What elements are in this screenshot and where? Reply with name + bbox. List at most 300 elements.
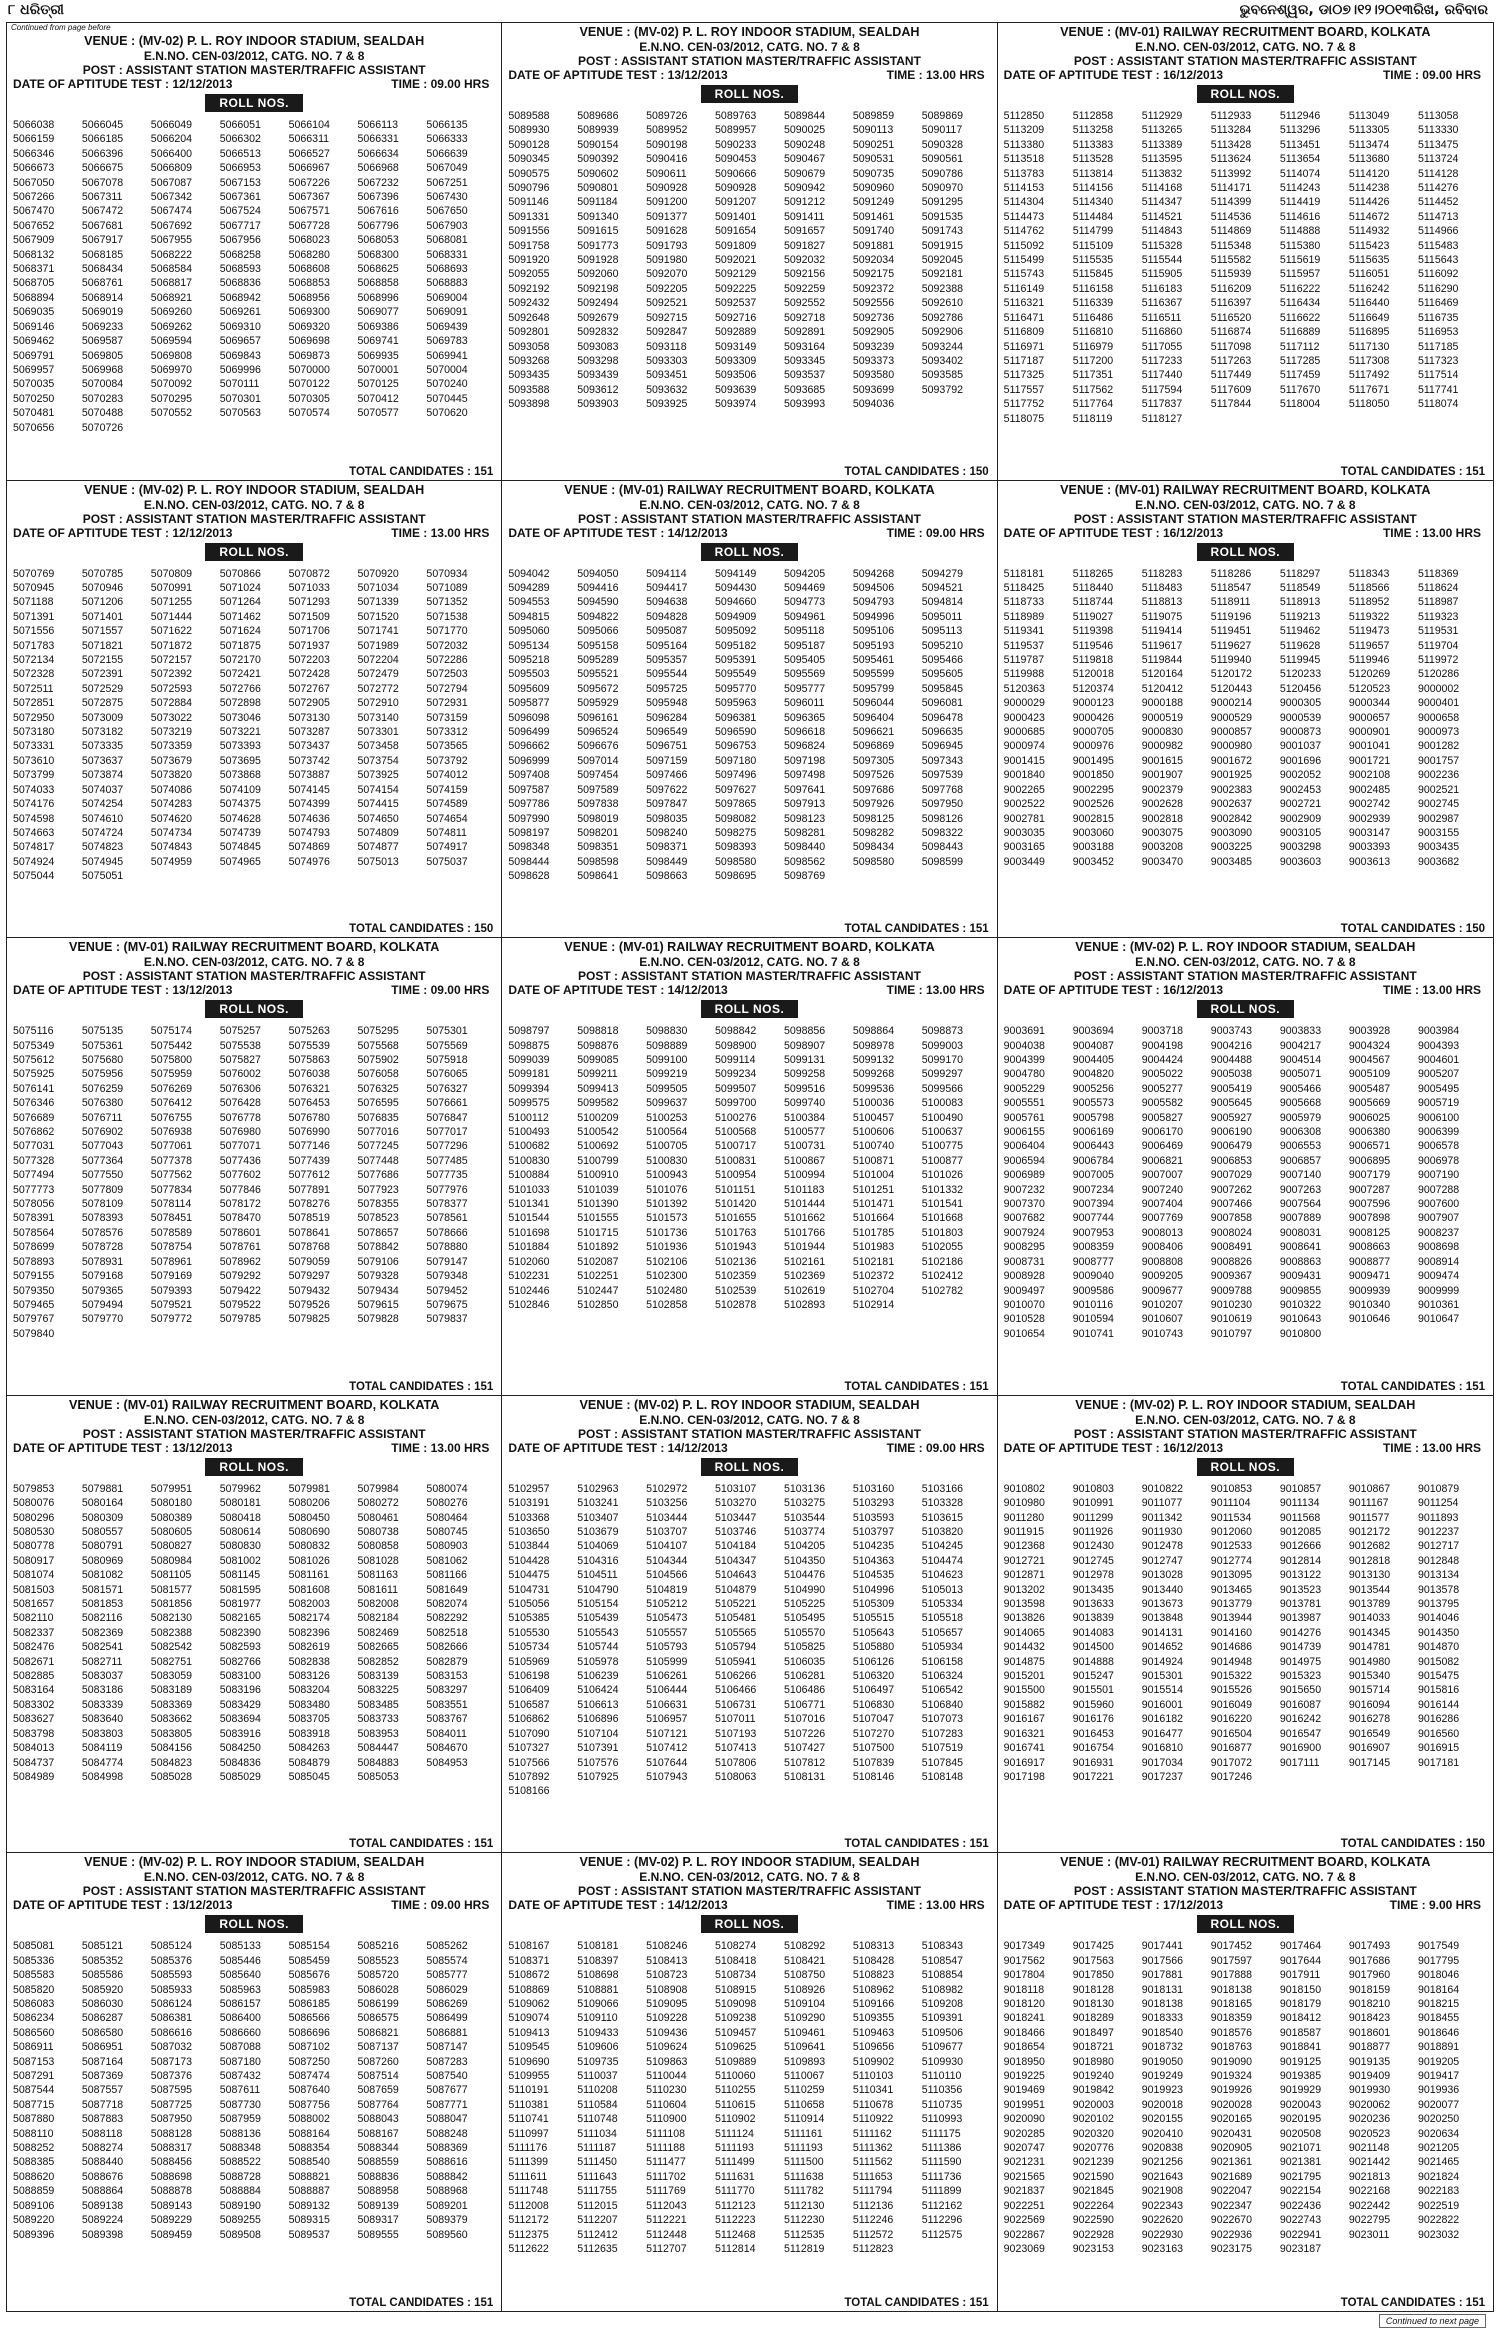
roll-number: 5089317 bbox=[357, 2214, 399, 2227]
roll-number: 5067955 bbox=[150, 234, 193, 247]
roll-number: 5066333 bbox=[426, 133, 468, 146]
roll-number: 5089143 bbox=[150, 2199, 193, 2212]
roll-number: 9017563 bbox=[1072, 1954, 1114, 1967]
roll-number: 5118119 bbox=[1072, 412, 1113, 425]
roll-number-grid bbox=[6, 22, 1494, 2312]
roll-number: 9013781 bbox=[1279, 1598, 1322, 1611]
roll-number: 5098875 bbox=[508, 1039, 550, 1052]
roll-number: 5098864 bbox=[852, 1025, 895, 1038]
roll-number: 5112172 bbox=[508, 2214, 549, 2227]
roll-number: 5078961 bbox=[150, 1255, 193, 1268]
roll-number: 5084823 bbox=[150, 1756, 193, 1769]
roll-number: 9016001 bbox=[1141, 1698, 1183, 1711]
roll-number: 5087514 bbox=[357, 2070, 399, 2083]
roll-number: 5093537 bbox=[783, 369, 826, 382]
roll-number: 5104344 bbox=[646, 1554, 688, 1567]
roll-number: 5079059 bbox=[288, 1255, 330, 1268]
roll-number: 9004038 bbox=[1003, 1039, 1045, 1052]
roll-number: 5076002 bbox=[219, 1068, 261, 1081]
roll-number: 5118989 bbox=[1003, 610, 1045, 623]
roll-number: 5073221 bbox=[219, 726, 261, 739]
roll-nos-label: ROLL NOS. bbox=[1197, 85, 1295, 103]
roll-number: 5076346 bbox=[13, 1097, 55, 1110]
roll-number: 5079494 bbox=[81, 1298, 124, 1311]
roll-number: 5070552 bbox=[150, 407, 193, 420]
roll-number: 9010594 bbox=[1072, 1313, 1114, 1326]
roll-number: 9014686 bbox=[1210, 1641, 1253, 1654]
post-title: POST : ASSISTANT STATION MASTER/TRAFFIC ASSISTANT bbox=[1073, 511, 1417, 526]
roll-number: 5110110 bbox=[921, 2070, 962, 2083]
roll-header bbox=[1004, 543, 1487, 561]
roll-number: 5070769 bbox=[13, 567, 55, 580]
roll-number: 9017804 bbox=[1003, 1969, 1045, 1982]
roll-number: 5074650 bbox=[357, 812, 399, 825]
roll-number: 5090928 bbox=[715, 182, 757, 195]
roll-number: 5067361 bbox=[219, 191, 261, 204]
roll-number: 5079297 bbox=[288, 1270, 330, 1283]
roll-number: 9007682 bbox=[1003, 1212, 1045, 1225]
roll-number: 9016549 bbox=[1348, 1727, 1391, 1740]
roll-number: 5113380 bbox=[1003, 138, 1045, 151]
roll-number: 5069300 bbox=[288, 306, 330, 319]
roll-number: 5093588 bbox=[508, 383, 550, 396]
roll-number: 5097014 bbox=[577, 754, 619, 767]
roll-number: 5098371 bbox=[646, 841, 688, 854]
roll-number: 9012172 bbox=[1348, 1526, 1391, 1539]
roll-number: 5086660 bbox=[219, 2026, 261, 2039]
roll-number: 9020285 bbox=[1003, 2127, 1045, 2140]
roll-number: 5074037 bbox=[81, 783, 124, 796]
roll-number: 5076141 bbox=[13, 1082, 55, 1095]
roll-number: 5087950 bbox=[150, 2113, 193, 2126]
roll-number: 5087102 bbox=[288, 2041, 330, 2054]
roll-number: 5103444 bbox=[646, 1511, 688, 1524]
test-date: DATE OF APTITUDE TEST : 14/12/2013 bbox=[508, 1898, 728, 1913]
roll-number: 9012871 bbox=[1003, 1569, 1045, 1582]
test-date-time-row bbox=[1004, 1441, 1487, 1455]
roll-number: 5098978 bbox=[852, 1039, 895, 1052]
roll-number: 5109690 bbox=[508, 2055, 550, 2068]
roll-number: 5070656 bbox=[13, 421, 55, 434]
roll-number: 5092891 bbox=[783, 326, 826, 339]
roll-number: 5082711 bbox=[81, 1655, 123, 1668]
roll-number: 5090970 bbox=[921, 182, 963, 195]
roll-number: 5108881 bbox=[577, 1983, 619, 1996]
post-title: POST : ASSISTANT STATION MASTER/TRAFFIC ASSISTANT bbox=[1073, 1884, 1417, 1899]
roll-number: 9000539 bbox=[1279, 711, 1322, 724]
roll-number: 5117741 bbox=[1417, 383, 1459, 396]
roll-number: 5104107 bbox=[646, 1540, 688, 1553]
roll-number: 5105744 bbox=[577, 1641, 619, 1654]
exam-notice-number: E.N.NO. CEN-03/2012, CATG. NO. 7 & 8 bbox=[639, 1870, 860, 1885]
roll-number: 5071538 bbox=[426, 610, 468, 623]
roll-number: 5108734 bbox=[715, 1969, 757, 1982]
roll-number: 5090531 bbox=[852, 153, 895, 166]
roll-number: 5106830 bbox=[852, 1698, 895, 1711]
roll-number: 5077494 bbox=[13, 1169, 55, 1182]
roll-number: 5094773 bbox=[783, 596, 826, 609]
roll-number: 5077686 bbox=[357, 1169, 399, 1182]
roll-number: 9002628 bbox=[1141, 798, 1183, 811]
roll-number: 5086029 bbox=[426, 1983, 468, 1996]
roll-number: 5079981 bbox=[288, 1482, 330, 1495]
roll-number: 9007744 bbox=[1072, 1212, 1114, 1225]
roll-number: 9019240 bbox=[1072, 2070, 1114, 2083]
roll-number: 5118547 bbox=[1210, 582, 1252, 594]
roll-number: 5067956 bbox=[219, 234, 261, 247]
roll-number: 5111748 bbox=[508, 2185, 548, 2198]
roll-number: 5079785 bbox=[219, 1313, 261, 1326]
roll-number: 5072503 bbox=[426, 668, 468, 681]
roll-number: 5100493 bbox=[508, 1126, 550, 1139]
roll-number: 5069386 bbox=[357, 320, 399, 333]
roll-number: 9006469 bbox=[1141, 1140, 1183, 1153]
roll-number: 9020410 bbox=[1141, 2127, 1183, 2140]
roll-number: 5108292 bbox=[783, 1940, 826, 1953]
roll-number: 5087544 bbox=[13, 2084, 55, 2097]
venue-block bbox=[502, 1853, 997, 2311]
roll-number: 5115619 bbox=[1279, 254, 1321, 267]
roll-number: 5098322 bbox=[921, 826, 963, 839]
roll-number: 5116860 bbox=[1141, 326, 1183, 339]
roll-number: 5103650 bbox=[508, 1526, 550, 1539]
roll-number: 5117323 bbox=[1417, 354, 1459, 367]
roll-number: 9012848 bbox=[1417, 1554, 1460, 1567]
roll-number: 5072421 bbox=[219, 668, 261, 681]
roll-number: 5092259 bbox=[783, 282, 826, 295]
roll-number: 5082541 bbox=[81, 1641, 124, 1654]
roll-number: 5088522 bbox=[219, 2156, 261, 2169]
roll-number: 5104350 bbox=[783, 1554, 826, 1567]
roll-number: 5081163 bbox=[357, 1569, 398, 1582]
roll-number: 5107412 bbox=[646, 1742, 688, 1755]
test-time: TIME : 13.00 HRS bbox=[886, 983, 985, 998]
roll-number: 9000002 bbox=[1417, 682, 1460, 695]
roll-number: 5090666 bbox=[715, 167, 757, 180]
roll-number: 5078728 bbox=[81, 1241, 124, 1254]
roll-number: 5071937 bbox=[288, 639, 330, 652]
roll-number: 5084263 bbox=[288, 1742, 330, 1755]
roll-number: 5108823 bbox=[852, 1969, 895, 1982]
roll-number: 5067692 bbox=[150, 219, 193, 232]
roll-number: 5106261 bbox=[646, 1670, 688, 1683]
roll-number: 9005927 bbox=[1210, 1111, 1253, 1124]
roll-number: 5070574 bbox=[288, 407, 330, 420]
roll-number: 5070301 bbox=[219, 392, 261, 405]
roll-number: 5119657 bbox=[1348, 639, 1390, 652]
roll-number: 5102087 bbox=[577, 1255, 619, 1268]
roll-number: 5108421 bbox=[783, 1954, 826, 1967]
roll-number: 5112929 bbox=[1141, 110, 1183, 122]
roll-number: 9015526 bbox=[1210, 1684, 1253, 1697]
roll-number: 5119531 bbox=[1417, 625, 1459, 638]
roll-number: 5075263 bbox=[288, 1025, 330, 1038]
roll-number: 5092055 bbox=[508, 268, 550, 281]
roll-number: 5085586 bbox=[81, 1969, 124, 1982]
roll-number: 5092832 bbox=[577, 326, 619, 339]
roll-number: 5105439 bbox=[577, 1612, 619, 1625]
roll-number: 5113284 bbox=[1210, 124, 1252, 137]
roll-number: 5080969 bbox=[81, 1554, 124, 1567]
roll-number: 9007858 bbox=[1210, 1212, 1253, 1225]
roll-number: 5118549 bbox=[1279, 582, 1321, 594]
roll-number: 9017349 bbox=[1003, 1940, 1045, 1953]
roll-number: 5112814 bbox=[715, 2242, 756, 2255]
roll-number: 5076058 bbox=[357, 1068, 399, 1081]
roll-number: 5101555 bbox=[577, 1212, 619, 1225]
roll-number: 5083126 bbox=[288, 1670, 330, 1683]
roll-number: 9023163 bbox=[1141, 2242, 1183, 2255]
roll-number: 5096478 bbox=[921, 711, 963, 724]
roll-number: 9013795 bbox=[1417, 1598, 1460, 1611]
roll-number: 5094042 bbox=[508, 567, 550, 580]
roll-number: 5094660 bbox=[715, 596, 757, 609]
roll-number: 9017181 bbox=[1417, 1756, 1460, 1769]
roll-number: 5079106 bbox=[357, 1255, 399, 1268]
roll-number: 5083705 bbox=[288, 1713, 330, 1726]
roll-number: 9018150 bbox=[1279, 1983, 1322, 1996]
roll-number: 5102704 bbox=[852, 1284, 895, 1297]
roll-number: 5081026 bbox=[288, 1554, 330, 1567]
roll-number-list bbox=[1004, 1939, 1487, 2256]
roll-number: 5094036 bbox=[852, 398, 895, 411]
roll-number: 5088728 bbox=[219, 2170, 261, 2183]
roll-number: 5105481 bbox=[715, 1612, 757, 1625]
roll-number: 9014065 bbox=[1003, 1626, 1045, 1639]
roll-number: 5112635 bbox=[577, 2242, 618, 2255]
roll-number: 9011926 bbox=[1072, 1526, 1114, 1539]
roll-number: 5119537 bbox=[1003, 639, 1045, 652]
roll-number: 5089508 bbox=[219, 2228, 261, 2241]
roll-number: 5099268 bbox=[852, 1068, 895, 1081]
roll-number: 5083153 bbox=[426, 1670, 468, 1683]
roll-number: 9016321 bbox=[1003, 1727, 1045, 1740]
post-title: POST : ASSISTANT STATION MASTER/TRAFFIC ASSISTANT bbox=[82, 969, 426, 984]
roll-number: 5111176 bbox=[508, 2142, 548, 2155]
roll-number: 9008024 bbox=[1210, 1226, 1253, 1239]
roll-number: 5109955 bbox=[508, 2070, 550, 2083]
roll-number: 9010857 bbox=[1279, 1482, 1322, 1495]
roll-number: 5112858 bbox=[1072, 110, 1114, 122]
test-date-time-row bbox=[508, 526, 990, 540]
roll-number: 5100731 bbox=[783, 1140, 826, 1153]
roll-number: 5092192 bbox=[508, 282, 550, 295]
roll-number: 9010879 bbox=[1417, 1482, 1460, 1495]
roll-number: 5066346 bbox=[13, 147, 55, 160]
roll-number: 9016907 bbox=[1348, 1742, 1391, 1755]
roll-number: 9004424 bbox=[1141, 1054, 1183, 1066]
roll-number: 5077245 bbox=[357, 1140, 399, 1153]
roll-number: 9011280 bbox=[1003, 1511, 1045, 1524]
roll-number: 9009855 bbox=[1279, 1284, 1322, 1297]
roll-number: 5067367 bbox=[288, 191, 330, 204]
roll-number: 5067652 bbox=[13, 219, 55, 232]
roll-number: 5072391 bbox=[81, 668, 124, 681]
roll-number: 5105334 bbox=[921, 1598, 963, 1611]
roll-number: 5099132 bbox=[852, 1054, 895, 1066]
roll-number: 5071741 bbox=[357, 625, 399, 638]
roll-number: 5088043 bbox=[357, 2113, 399, 2126]
roll-number: 9004601 bbox=[1417, 1054, 1460, 1066]
roll-number: 5114128 bbox=[1417, 167, 1459, 180]
roll-number: 9003188 bbox=[1072, 841, 1114, 854]
roll-number: 5081503 bbox=[13, 1583, 55, 1596]
roll-number: 5069783 bbox=[426, 335, 468, 348]
roll-number: 5072529 bbox=[81, 682, 124, 695]
roll-number: 5107193 bbox=[715, 1727, 757, 1740]
roll-number: 5100994 bbox=[783, 1169, 826, 1182]
roll-number: 5113992 bbox=[1210, 167, 1252, 180]
roll-number: 5080181 bbox=[219, 1497, 261, 1510]
roll-number: 9002818 bbox=[1141, 812, 1183, 825]
post-title: POST : ASSISTANT STATION MASTER/TRAFFIC ASSISTANT bbox=[82, 1426, 426, 1441]
roll-number: 5084250 bbox=[219, 1742, 261, 1755]
roll-number: 9006578 bbox=[1417, 1140, 1460, 1153]
roll-number: 5117844 bbox=[1210, 398, 1252, 411]
roll-number: 5110037 bbox=[577, 2070, 618, 2083]
roll-number: 5095405 bbox=[783, 654, 826, 667]
roll-number: 5076412 bbox=[150, 1097, 193, 1110]
roll-number: 5085336 bbox=[13, 1954, 55, 1967]
roll-number: 9014500 bbox=[1072, 1641, 1114, 1654]
roll-number: 5116367 bbox=[1141, 297, 1183, 310]
roll-number: 5085121 bbox=[81, 1940, 124, 1953]
roll-number: 5118913 bbox=[1279, 596, 1321, 609]
roll-number: 5083186 bbox=[81, 1684, 124, 1697]
roll-number: 5070866 bbox=[219, 567, 261, 580]
roll-number: 5110060 bbox=[715, 2070, 756, 2083]
roll-number: 5115380 bbox=[1279, 239, 1321, 252]
roll-number: 5098393 bbox=[715, 841, 757, 854]
roll-number: 5103774 bbox=[783, 1526, 826, 1539]
roll-number: 5116242 bbox=[1348, 282, 1390, 295]
roll-number: 5094289 bbox=[508, 582, 550, 594]
roll-number: 5098444 bbox=[508, 855, 550, 868]
venue-title: VENUE : (MV-01) RAILWAY RECRUITMENT BOARD, KOLKATA bbox=[1060, 482, 1431, 497]
roll-number: 9021908 bbox=[1141, 2185, 1183, 2198]
roll-number: 5087173 bbox=[150, 2055, 193, 2068]
roll-number: 5067903 bbox=[426, 219, 468, 232]
roll-number: 5081002 bbox=[219, 1554, 261, 1567]
roll-number: 5106613 bbox=[577, 1698, 619, 1711]
roll-number: 5076689 bbox=[13, 1111, 55, 1124]
roll-number: 5105557 bbox=[646, 1626, 688, 1639]
roll-number: 5105495 bbox=[783, 1612, 826, 1625]
roll-number: 5107391 bbox=[577, 1742, 619, 1755]
post-title: POST : ASSISTANT STATION MASTER/TRAFFIC ASSISTANT bbox=[1073, 969, 1417, 984]
roll-nos-label: ROLL NOS. bbox=[701, 1000, 799, 1018]
test-date: DATE OF APTITUDE TEST : 12/12/2013 bbox=[13, 525, 233, 540]
roll-number: 5076711 bbox=[81, 1111, 123, 1124]
roll-number: 5093239 bbox=[852, 340, 895, 353]
roll-number: 5079147 bbox=[426, 1255, 468, 1268]
roll-number: 5116290 bbox=[1417, 282, 1459, 295]
roll-number: 5083640 bbox=[81, 1713, 124, 1726]
roll-number: 9010822 bbox=[1141, 1482, 1183, 1495]
roll-number: 9016278 bbox=[1348, 1713, 1391, 1726]
roll-number: 5116649 bbox=[1348, 311, 1390, 324]
roll-number: 9008663 bbox=[1348, 1241, 1391, 1254]
roll-number: 5072875 bbox=[81, 697, 124, 710]
roll-number: 5068300 bbox=[357, 248, 399, 261]
roll-number: 5083918 bbox=[288, 1727, 330, 1740]
roll-number: 5066049 bbox=[150, 119, 193, 131]
roll-number: 5081161 bbox=[288, 1569, 330, 1582]
venue-title: VENUE : (MV-02) P. L. ROY INDOOR STADIUM, SEALDAH bbox=[84, 1855, 425, 1870]
roll-number: 5109461 bbox=[783, 2026, 826, 2039]
roll-number: 5083429 bbox=[219, 1698, 261, 1711]
roll-number: 5086580 bbox=[81, 2026, 124, 2039]
roll-number: 5079465 bbox=[13, 1298, 55, 1311]
roll-number: 9000974 bbox=[1003, 740, 1045, 753]
roll-number: 5073359 bbox=[150, 740, 193, 753]
roll-number: 5081657 bbox=[13, 1598, 55, 1611]
roll-number: 5074399 bbox=[288, 798, 330, 811]
roll-number: 9017795 bbox=[1417, 1954, 1460, 1967]
roll-number: 5086030 bbox=[81, 1998, 124, 2011]
venue-title: VENUE : (MV-02) P. L. ROY INDOOR STADIUM, SEALDAH bbox=[84, 482, 425, 497]
roll-number: 5111499 bbox=[715, 2156, 755, 2169]
roll-number: 5119988 bbox=[1003, 668, 1045, 681]
roll-number: 5099516 bbox=[783, 1082, 826, 1095]
roll-number: 5071821 bbox=[81, 639, 124, 652]
roll-number: 5107047 bbox=[852, 1713, 895, 1726]
roll-number: 5069262 bbox=[150, 320, 193, 333]
roll-number: 5086616 bbox=[150, 2026, 193, 2039]
total-candidates: TOTAL CANDIDATES : 151 bbox=[349, 465, 494, 478]
roll-number: 9001282 bbox=[1417, 740, 1460, 753]
roll-number: 9017566 bbox=[1141, 1954, 1183, 1967]
roll-number: 9006380 bbox=[1348, 1126, 1391, 1139]
roll-number: 5070934 bbox=[426, 567, 468, 580]
roll-number: 9006895 bbox=[1348, 1154, 1391, 1167]
roll-number: 5107283 bbox=[921, 1727, 963, 1740]
roll-number: 9017452 bbox=[1210, 1940, 1253, 1953]
roll-nos-label: ROLL NOS. bbox=[1197, 1000, 1295, 1018]
page-number-publication: ୮ ଧରିତ୍ରୀ bbox=[8, 2, 64, 18]
roll-number: 5091184 bbox=[577, 196, 618, 209]
roll-number: 9005582 bbox=[1141, 1097, 1183, 1110]
roll-number: 5088248 bbox=[426, 2127, 468, 2140]
roll-number: 5072905 bbox=[288, 697, 330, 710]
roll-number: 9011134 bbox=[1279, 1497, 1320, 1510]
roll-number: 5089930 bbox=[508, 124, 550, 137]
roll-number: 5082369 bbox=[81, 1626, 124, 1639]
roll-number: 5101943 bbox=[715, 1241, 757, 1254]
roll-number: 5076038 bbox=[288, 1068, 330, 1081]
roll-number: 9006169 bbox=[1072, 1126, 1114, 1139]
roll-number: 5099413 bbox=[577, 1082, 619, 1095]
roll-number: 5081649 bbox=[426, 1583, 468, 1596]
roll-number: 5078931 bbox=[81, 1255, 124, 1268]
roll-number: 5067396 bbox=[357, 191, 399, 204]
roll-number: 5112207 bbox=[577, 2214, 618, 2227]
roll-number: 5101736 bbox=[646, 1226, 688, 1239]
roll-number: 9022047 bbox=[1210, 2185, 1253, 2198]
roll-number: 5119322 bbox=[1348, 610, 1390, 623]
roll-number: 5119546 bbox=[1072, 639, 1114, 652]
roll-number: 5107090 bbox=[508, 1727, 550, 1740]
roll-number: 9005668 bbox=[1279, 1097, 1322, 1110]
roll-number: 5101573 bbox=[646, 1212, 688, 1225]
roll-number: 5107427 bbox=[783, 1742, 826, 1755]
post-title: POST : ASSISTANT STATION MASTER/TRAFFIC ASSISTANT bbox=[578, 54, 921, 68]
roll-number: 5077016 bbox=[357, 1126, 399, 1139]
roll-number: 5089106 bbox=[13, 2199, 55, 2212]
roll-number: 5110678 bbox=[852, 2098, 894, 2111]
roll-number: 5070035 bbox=[13, 378, 55, 391]
roll-number: 5109433 bbox=[577, 2026, 619, 2039]
